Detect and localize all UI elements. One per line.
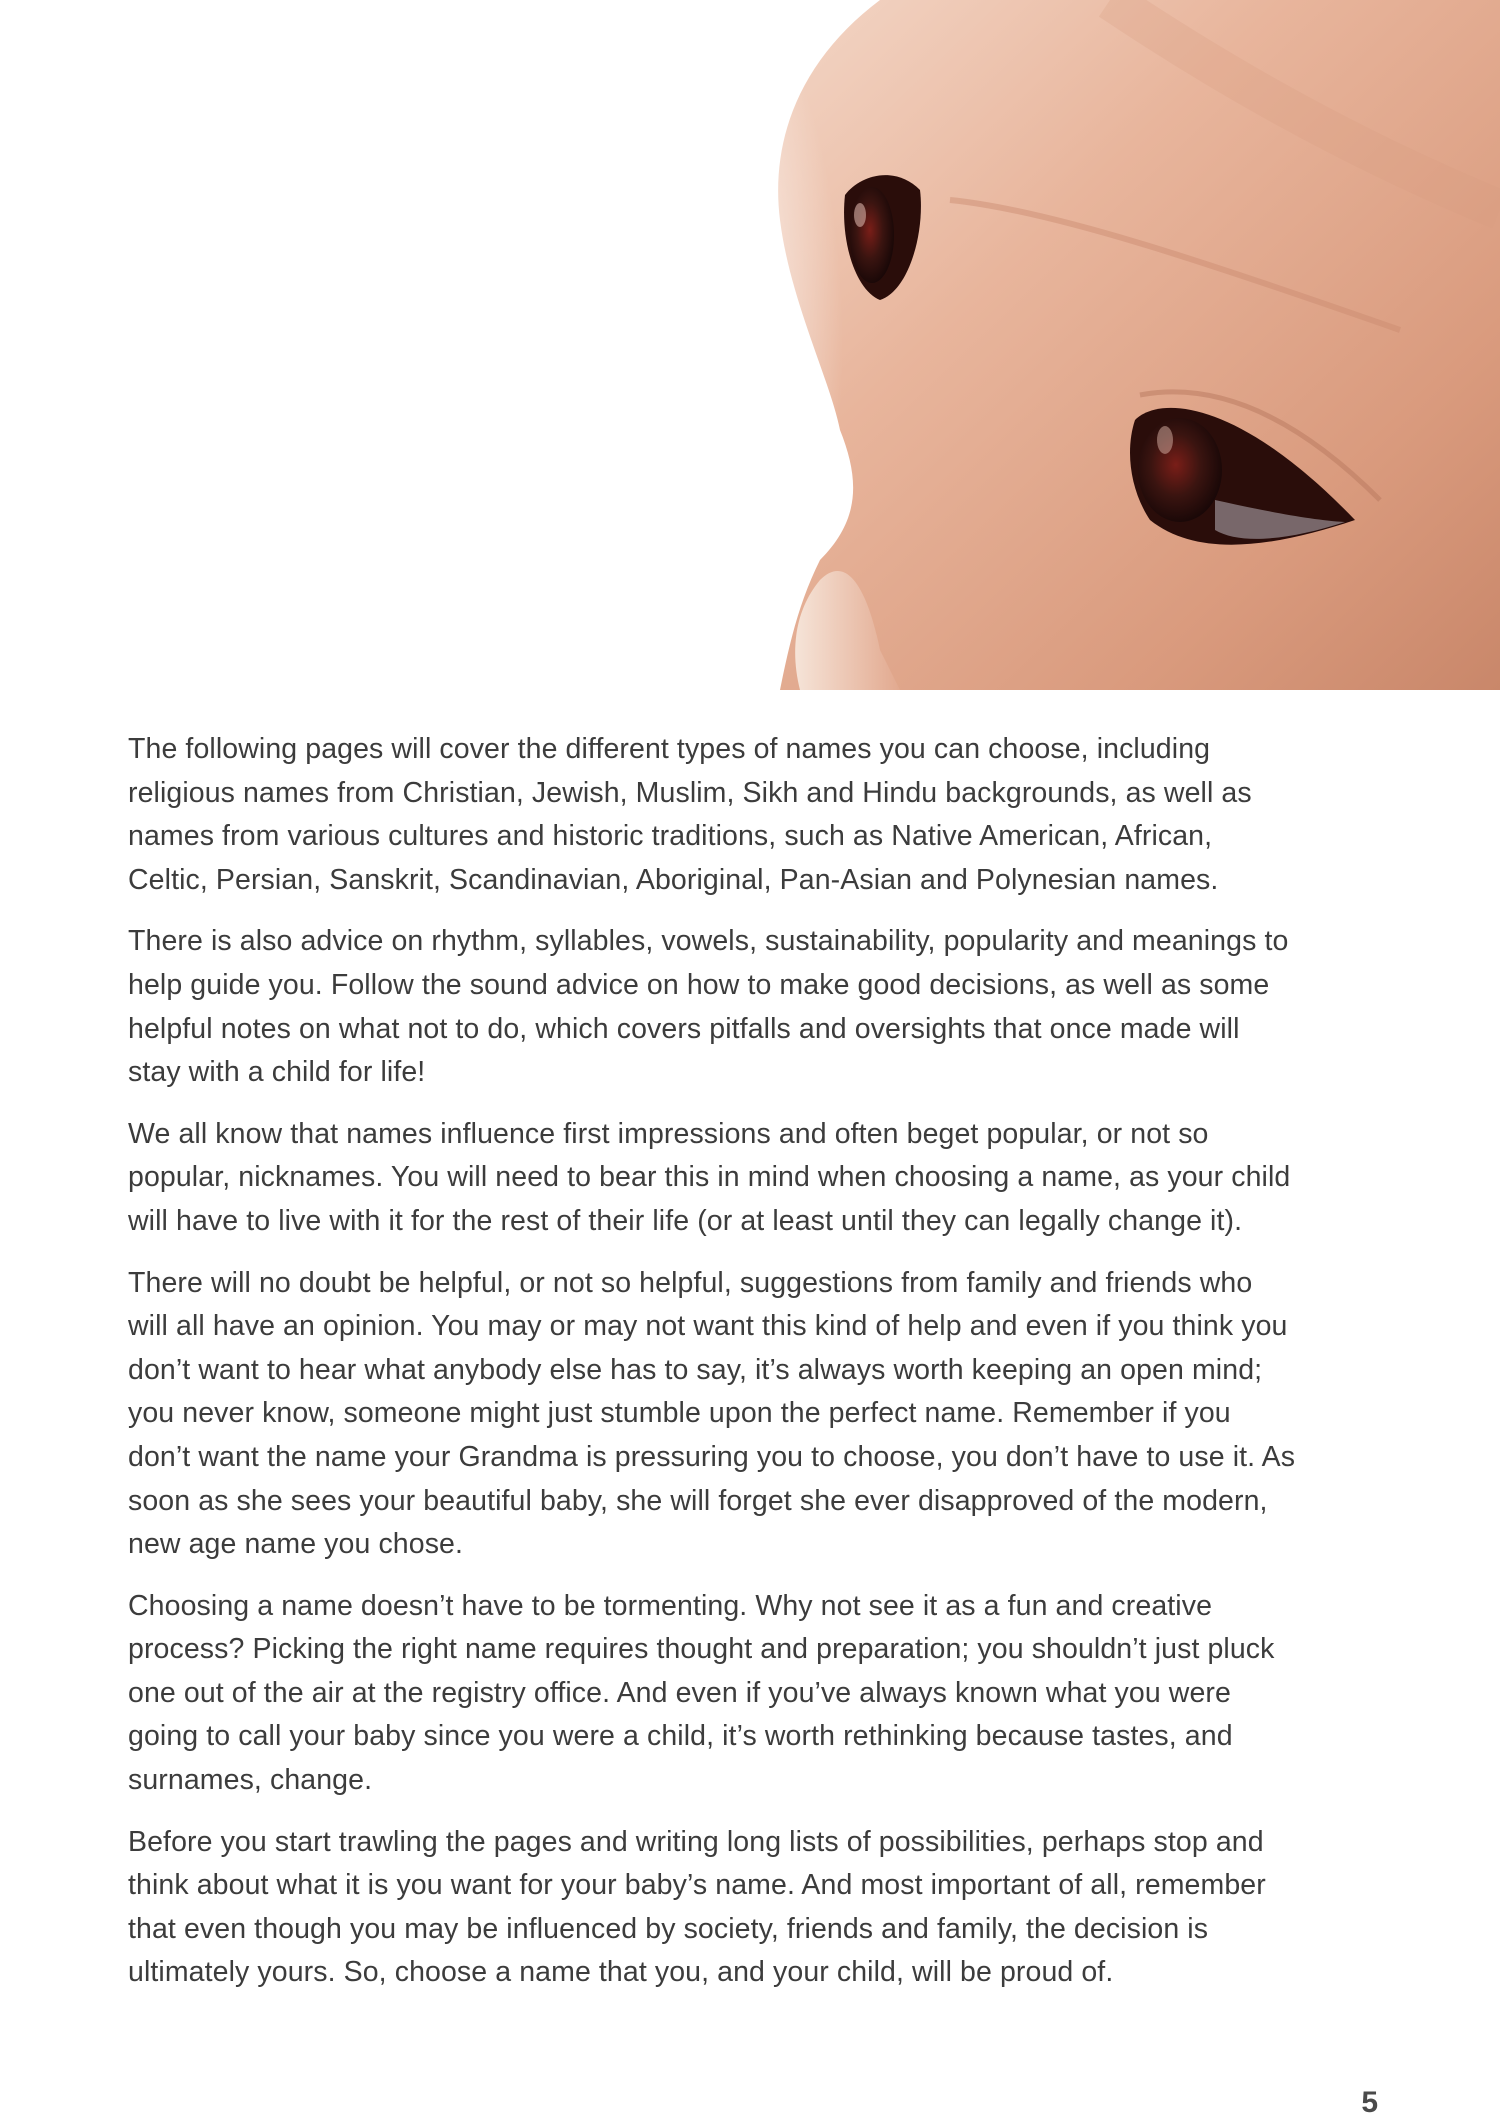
paragraph-first-impressions: We all know that names influence first impressions and often beget popular, or not so popular, nicknames. You will need to bear this in mind when choosing a name, as your child will have to live with it for the rest of their life (or at least until they can legally change it). xyxy=(128,1117,1291,1237)
baby-face-illustration xyxy=(0,0,1500,690)
paragraph-advice: There is also advice on rhythm, syllables, vowels, sustainability, popularity and meanings to help guide you. Follow the sound advice on how to make good decisions, as well as some helpful notes on what not to do, which covers pitfalls and oversights that once made will stay with a child for life! xyxy=(128,925,1289,1089)
paragraph-suggestions: There will no doubt be helpful, or not so helpful, suggestions from family and friends who will all have an opinion. You may or may not want this kind of help and even if you think you don’t want to hear what anybody else has to say, it’s always worth keeping an open mind; you never know, someone might just stumble upon the perfect name. Remember if you don’t want the name your Grandma is pressuring you to choose, you don’t have to use it. As soon as she sees your beautiful baby, she will forget she ever disapproved of the modern, new age name you chose. xyxy=(128,1266,1296,1561)
paragraph-before-you-start: Before you start trawling the pages and writing long lists of possibilities, perhaps stop and think about what it is you want for your baby’s name. And most important of all, remember that even though you may be influenced by society, friends and family, the decision is ultimately yours. So, choose a name that you, and your child, will be proud of. xyxy=(128,1825,1266,1989)
page-number: 5 xyxy=(1361,2086,1378,2119)
paragraph-name-types: The following pages will cover the different types of names you can choose, including religious names from Christian, Jewish, Muslim, Sikh and Hindu backgrounds, as well as names from various cultures and historic traditions, such as Native American, African, Celtic, Persian, Sanskrit, Scandinavian, Aboriginal, Pan-Asian and Polynesian names. xyxy=(128,733,1252,896)
paragraph-choosing: Choosing a name doesn’t have to be tormenting. Why not see it as a fun and creative process? Picking the right name requires thought and preparation; you shouldn’t just pluck one out of the air at the registry office. And even if you’ve always known what you were going to call your baby since you were a child, it’s worth rethinking because tastes, and surnames, change. xyxy=(128,1589,1275,1797)
article-body xyxy=(128,728,1300,2013)
baby-face-photo xyxy=(0,0,1500,690)
